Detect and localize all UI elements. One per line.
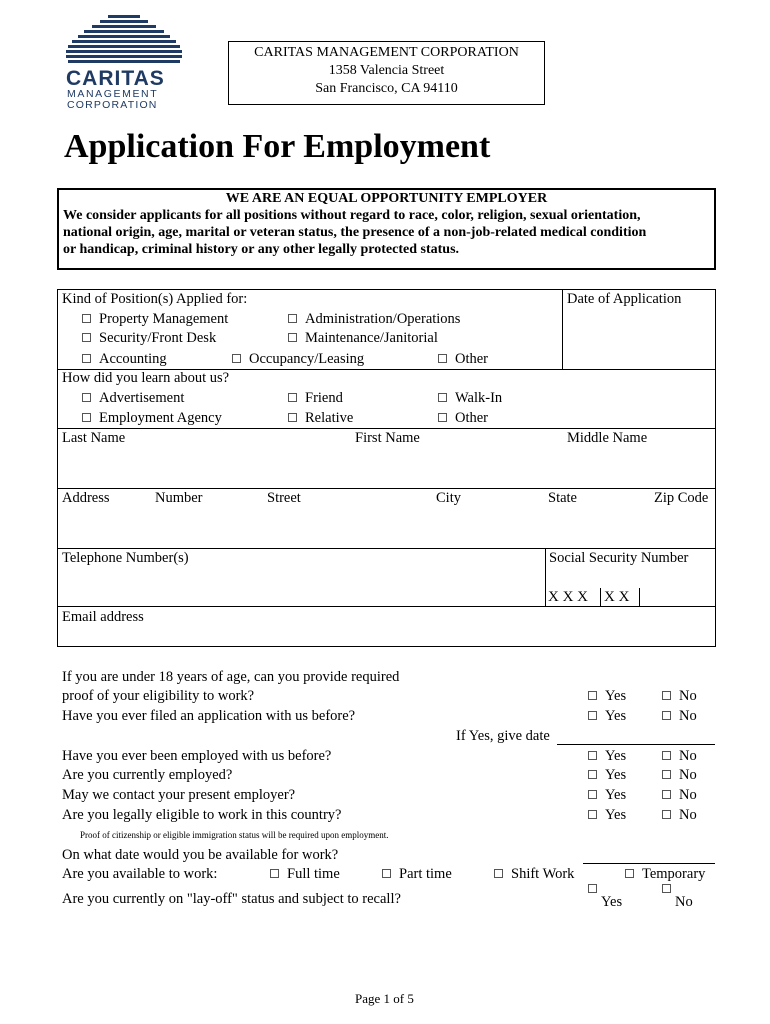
option-property-management[interactable]: Property Management xyxy=(82,311,228,328)
ssn-label: Social Security Number xyxy=(549,550,689,566)
layoff-yes[interactable]: Yes xyxy=(588,884,622,904)
checkbox-icon[interactable] xyxy=(588,810,597,819)
contact-employer-no[interactable]: No xyxy=(662,787,697,804)
page-number: Page 1 of 5 xyxy=(355,991,414,1006)
address-label: Address xyxy=(62,490,110,506)
learn-label: How did you learn about us? xyxy=(62,370,230,386)
checkbox-icon[interactable] xyxy=(382,869,391,878)
checkbox-icon[interactable] xyxy=(662,810,671,819)
checkbox-icon[interactable] xyxy=(288,393,297,402)
option-accounting[interactable]: Accounting xyxy=(82,351,167,368)
checkbox-icon[interactable] xyxy=(588,790,597,799)
option-maintenance-janitorial[interactable]: Maintenance/Janitorial xyxy=(288,330,438,347)
address-input-area[interactable] xyxy=(58,508,714,547)
checkbox-icon[interactable] xyxy=(232,354,241,363)
checkbox-icon[interactable] xyxy=(662,711,671,720)
checkbox-icon[interactable] xyxy=(662,691,671,700)
city-label: City xyxy=(436,490,461,506)
company-address-box xyxy=(228,41,545,105)
checkbox-icon[interactable] xyxy=(438,413,447,422)
positions-label: Kind of Position(s) Applied for: xyxy=(62,291,248,307)
number-label: Number xyxy=(155,490,203,506)
available-date-line[interactable] xyxy=(583,863,715,864)
question-available-date: On what date would you be available for work? xyxy=(62,847,339,863)
availability-shift-work[interactable]: Shift Work xyxy=(494,866,574,883)
availability-temporary[interactable]: Temporary xyxy=(625,866,705,883)
question-layoff: Are you currently on "lay-off" status and subject to recall? xyxy=(62,891,401,907)
eoe-box xyxy=(57,188,716,270)
checkbox-icon[interactable] xyxy=(438,393,447,402)
logo-brand: CARITAS xyxy=(66,67,165,90)
checkbox-icon[interactable] xyxy=(270,869,279,878)
option-friend[interactable]: Friend xyxy=(288,390,343,407)
legally-eligible-no[interactable]: No xyxy=(662,807,697,824)
question-under-18-line1: If you are under 18 years of age, can you provide required xyxy=(62,669,400,685)
employed-before-yes[interactable]: Yes xyxy=(588,748,626,765)
state-label: State xyxy=(548,490,577,506)
logo-stripes xyxy=(66,15,182,67)
checkbox-icon[interactable] xyxy=(662,770,671,779)
checkbox-icon[interactable] xyxy=(494,869,503,878)
checkbox-icon[interactable] xyxy=(662,790,671,799)
logo-line2: MANAGEMENT xyxy=(67,88,159,100)
option-administration-operations[interactable]: Administration/Operations xyxy=(288,311,460,328)
option-security-front-desk[interactable]: Security/Front Desk xyxy=(82,330,216,347)
option-learn-other[interactable]: Other xyxy=(438,410,488,427)
checkbox-icon[interactable] xyxy=(438,354,447,363)
name-input-area[interactable] xyxy=(58,448,714,487)
layoff-no[interactable]: No xyxy=(662,884,693,904)
checkbox-icon[interactable] xyxy=(588,751,597,760)
checkbox-icon[interactable] xyxy=(662,884,671,893)
telephone-label: Telephone Number(s) xyxy=(62,550,189,566)
if-yes-date-label: If Yes, give date xyxy=(456,728,550,744)
availability-full-time[interactable]: Full time xyxy=(270,866,340,883)
question-available-to-work: Are you available to work: xyxy=(62,866,218,882)
date-of-application-label: Date of Application xyxy=(567,291,682,307)
eoe-line2: national origin, age, marital or veteran status, the presence of a non-job-related medical condition xyxy=(63,225,647,240)
checkbox-icon[interactable] xyxy=(82,393,91,402)
question-contact-employer: May we contact your present employer? xyxy=(62,787,296,803)
option-walk-in[interactable]: Walk-In xyxy=(438,390,502,407)
email-input-area[interactable] xyxy=(58,626,714,645)
contact-employer-yes[interactable]: Yes xyxy=(588,787,626,804)
zip-code-label: Zip Code xyxy=(654,490,709,506)
question-legally-eligible: Are you legally eligible to work in this country? xyxy=(62,807,342,823)
checkbox-icon[interactable] xyxy=(288,314,297,323)
checkbox-icon[interactable] xyxy=(288,333,297,342)
if-yes-date-line[interactable] xyxy=(557,744,715,745)
employed-before-no[interactable]: No xyxy=(662,748,697,765)
eoe-heading: WE ARE AN EQUAL OPPORTUNITY EMPLOYER xyxy=(225,191,548,206)
option-position-other[interactable]: Other xyxy=(438,351,488,368)
question-employed-before: Have you ever been employed with us before? xyxy=(62,748,332,764)
checkbox-icon[interactable] xyxy=(625,869,634,878)
checkbox-icon[interactable] xyxy=(588,691,597,700)
checkbox-icon[interactable] xyxy=(82,413,91,422)
under-18-yes[interactable]: Yes xyxy=(588,688,626,705)
ssn-input-area[interactable] xyxy=(640,588,714,605)
page-title: Application For Employment xyxy=(64,128,491,165)
legally-eligible-yes[interactable]: Yes xyxy=(588,807,626,824)
question-currently-employed: Are you currently employed? xyxy=(62,767,233,783)
telephone-input-area[interactable] xyxy=(58,568,544,605)
checkbox-icon[interactable] xyxy=(588,884,597,893)
company-city: San Francisco, CA 94110 xyxy=(315,81,458,96)
checkbox-icon[interactable] xyxy=(82,314,91,323)
street-label: Street xyxy=(267,490,301,506)
currently-employed-no[interactable]: No xyxy=(662,767,697,784)
availability-part-time[interactable]: Part time xyxy=(382,866,452,883)
checkbox-icon[interactable] xyxy=(288,413,297,422)
email-label: Email address xyxy=(62,609,144,625)
logo-line3: CORPORATION xyxy=(67,99,158,111)
proof-note: Proof of citizenship or eligible immigration status will be required upon employment. xyxy=(80,830,389,840)
middle-name-label: Middle Name xyxy=(567,430,648,446)
eoe-line3: or handicap, criminal history or any other legally protected status. xyxy=(63,242,460,257)
company-street: 1358 Valencia Street xyxy=(328,63,445,78)
first-name-label: First Name xyxy=(355,430,420,446)
option-relative[interactable]: Relative xyxy=(288,410,353,427)
eoe-line1: We consider applicants for all positions without regard to race, color, religion, sexual orientation, xyxy=(63,208,641,223)
currently-employed-yes[interactable]: Yes xyxy=(588,767,626,784)
checkbox-icon[interactable] xyxy=(662,751,671,760)
question-under-18-line2: proof of your eligibility to work? xyxy=(62,688,255,704)
checkbox-icon[interactable] xyxy=(82,354,91,363)
question-filed-before: Have you ever filed an application with us before? xyxy=(62,708,356,724)
checkbox-icon[interactable] xyxy=(82,333,91,342)
ssn-mask-2: X X xyxy=(604,589,630,605)
option-occupancy-leasing[interactable]: Occupancy/Leasing xyxy=(232,351,364,368)
option-advertisement[interactable]: Advertisement xyxy=(82,390,184,407)
filed-before-yes[interactable]: Yes xyxy=(588,708,626,725)
company-name: CARITAS MANAGEMENT CORPORATION xyxy=(254,45,519,60)
under-18-no[interactable]: No xyxy=(662,688,697,705)
filed-before-no[interactable]: No xyxy=(662,708,697,725)
checkbox-icon[interactable] xyxy=(588,711,597,720)
checkbox-icon[interactable] xyxy=(588,770,597,779)
option-employment-agency[interactable]: Employment Agency xyxy=(82,410,222,427)
ssn-mask-1: X X X xyxy=(548,589,588,605)
last-name-label: Last Name xyxy=(62,430,126,446)
